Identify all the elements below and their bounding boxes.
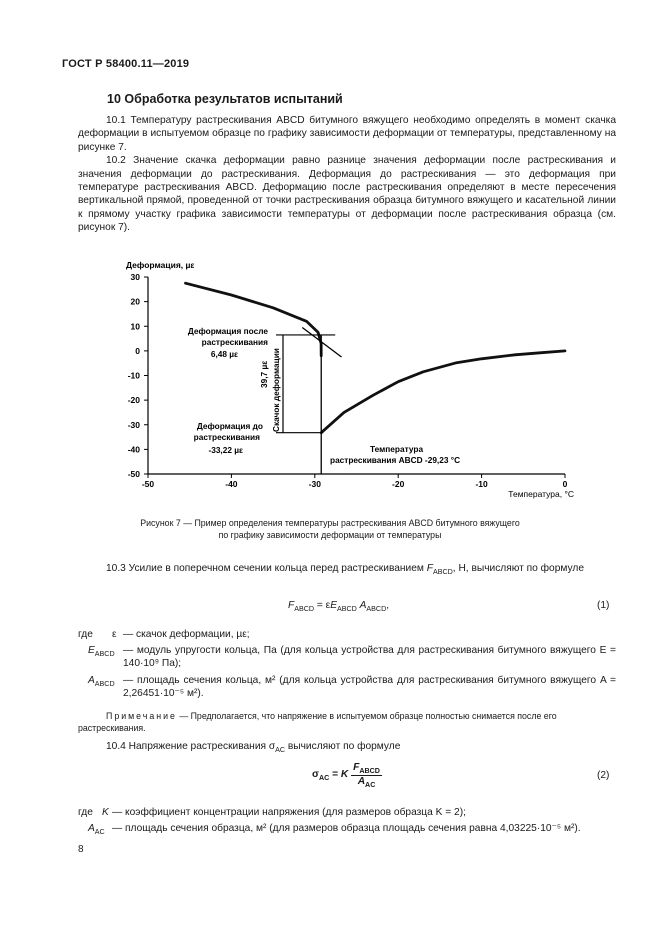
symbol-K: K [102, 807, 109, 818]
paragraph-10-3-text-a: 10.3 Усилие в поперечном сечении кольца перед растрескиванием [106, 563, 427, 574]
paragraph-10-2-text: 10.2 Значение скачка деформации равно разнице значения деформации после растрескивания и значения деформации до растрескивания. Деформация до растрескивания — это деформация при температуре растрескивания ABCD. Деформацию после растрескивания определяют в месте пересечения вертикальной прямой, проведенной от точки растрескивания образца битумного вяжущего и касательной линии к прямому участку графика зависимости температуры от деформации после растрескивания образца (см. рисунок 7). [78, 155, 616, 234]
y-tick-label: 30 [130, 272, 140, 282]
annotation-temp-label-1: Температура [370, 444, 424, 454]
paragraph-10-4-text-b: вычисляют по формуле [285, 741, 401, 752]
equation-1-number: (1) [597, 600, 610, 611]
y-tick-label: -10 [127, 370, 140, 381]
x-tick-label: -10 [475, 479, 488, 489]
y-tick-label: -30 [127, 419, 140, 430]
definition-E-ABCD: — модуль упругости кольца, Па (для кольца устройства для растрескивания битумного вяжущего E = 140·10⁹ Па); [123, 645, 616, 670]
series-line-2 [321, 351, 565, 433]
y-tick-label: 20 [130, 296, 140, 307]
where-label-1: где [78, 629, 93, 640]
symbol-A-AC: $A_{AC}$ [88, 823, 105, 837]
page-number: 8 [78, 844, 84, 855]
x-tick-label: 0 [562, 479, 568, 489]
y-tick-labels [128, 272, 141, 479]
y-tick-label: -20 [127, 395, 140, 406]
x-axis-label: Температура, °С [508, 489, 574, 499]
section-title: 10 Обработка результатов испытаний [107, 92, 343, 106]
definition-K: — коэффициент концентрации напряжения (для размеров образца K = 2); [112, 807, 466, 818]
equation-2-number: (2) [597, 770, 610, 781]
y-tick-label: 0 [135, 345, 140, 356]
note-text: — Предполагается, что напряжение в испытуемом образце полностью снимается после его растрескивания. [78, 711, 557, 733]
figure-caption [60, 517, 600, 541]
definition-A-ABCD: — площадь сечения кольца, м² (для кольца устройства для растрескивания битумного вяжущего A = 2,26451·10⁻⁵ м²). [123, 675, 616, 700]
where-label-2: где [78, 807, 93, 818]
paragraph-10-4: 10.4 Напряжение растрескивания $\sigma_{AC}$ вычисляют по формуле [106, 741, 401, 755]
equation-1: $F_{ABCD} = \varepsilon E_{ABCD}$ $A_{ABCD}$, [288, 600, 390, 614]
deformation-chart [118, 258, 588, 503]
chart-axes [144, 277, 565, 478]
definition-epsilon: — скачок деформации, µε; [123, 629, 250, 640]
annotation-after-label-2: растрескивания [201, 337, 268, 347]
x-tick-label: -40 [225, 479, 238, 489]
annotation-after-label-1: Деформация после [187, 326, 268, 336]
definitions-2 [78, 806, 618, 842]
annotation-after-value: 6,48 µε [210, 349, 238, 359]
y-tick-label: -50 [127, 469, 140, 479]
paragraph-10-3-text-b: , Н, вычисляют по формуле [452, 563, 584, 574]
annotation-jump-label: Скачок деформации [271, 348, 281, 432]
definitions-1 [78, 628, 618, 708]
x-tick-label: -20 [392, 479, 405, 489]
y-tick-label: 10 [130, 321, 140, 332]
figure-caption-line-1: Рисунок 7 — Пример определения температуры растрескивания ABCD битумного вяжущего [140, 518, 520, 528]
chart-annotations [188, 326, 460, 465]
y-axis-label: Деформация, µε [126, 260, 195, 270]
annotation-before-label-1: Деформация до [196, 421, 263, 431]
symbol-E-ABCD: $E_{ABCD}$ [88, 645, 115, 659]
symbol-A-ABCD: $A_{ABCD}$ [88, 675, 115, 689]
paragraph-10-4-text: 10.4 Напряжение растрескивания σ [106, 741, 276, 752]
definition-A-AC: — площадь сечения образца, м² (для размеров образца площадь сечения равна 4,03225·10⁻⁵ м²). [112, 823, 581, 834]
x-tick-label: -50 [141, 479, 155, 489]
paragraph-10-1-text: 10.1 Температуру растрескивания ABCD битумного вяжущего необходимо определять в момент скачка деформации в испытуемом образце по графику зависимости деформации от температуры, представленному на рисунке 7. [78, 115, 616, 153]
annotation-jump-value: 39,7 µε [259, 360, 269, 388]
annotation-before-label-2: растрескивания [193, 432, 260, 442]
annotation-before-value: -33,22 µε [208, 445, 243, 455]
paragraph-10-3: 10.3 Усилие в поперечном сечении кольца перед растрескиванием $F_{ABCD}$, Н, вычисляют по формуле [106, 563, 584, 577]
note-title: Примечание [106, 711, 177, 721]
figure-caption-line-2: по графику зависимости деформации от температуры [218, 530, 442, 540]
note [78, 710, 614, 734]
x-tick-label: -30 [308, 479, 321, 489]
paragraph-10-1 [78, 114, 616, 235]
y-tick-label: -40 [127, 444, 140, 455]
equation-2: $\sigma_{AC} = K$ $F_{ABCD}$ $A_{AC}$ [312, 762, 380, 790]
symbol-epsilon: ε [112, 629, 117, 640]
x-tick-labels [142, 479, 568, 489]
document-header: ГОСТ Р 58400.11—2019 [62, 58, 190, 70]
annotation-temp-label-2: растрескивания ABCD -29,23 °С [330, 455, 461, 465]
